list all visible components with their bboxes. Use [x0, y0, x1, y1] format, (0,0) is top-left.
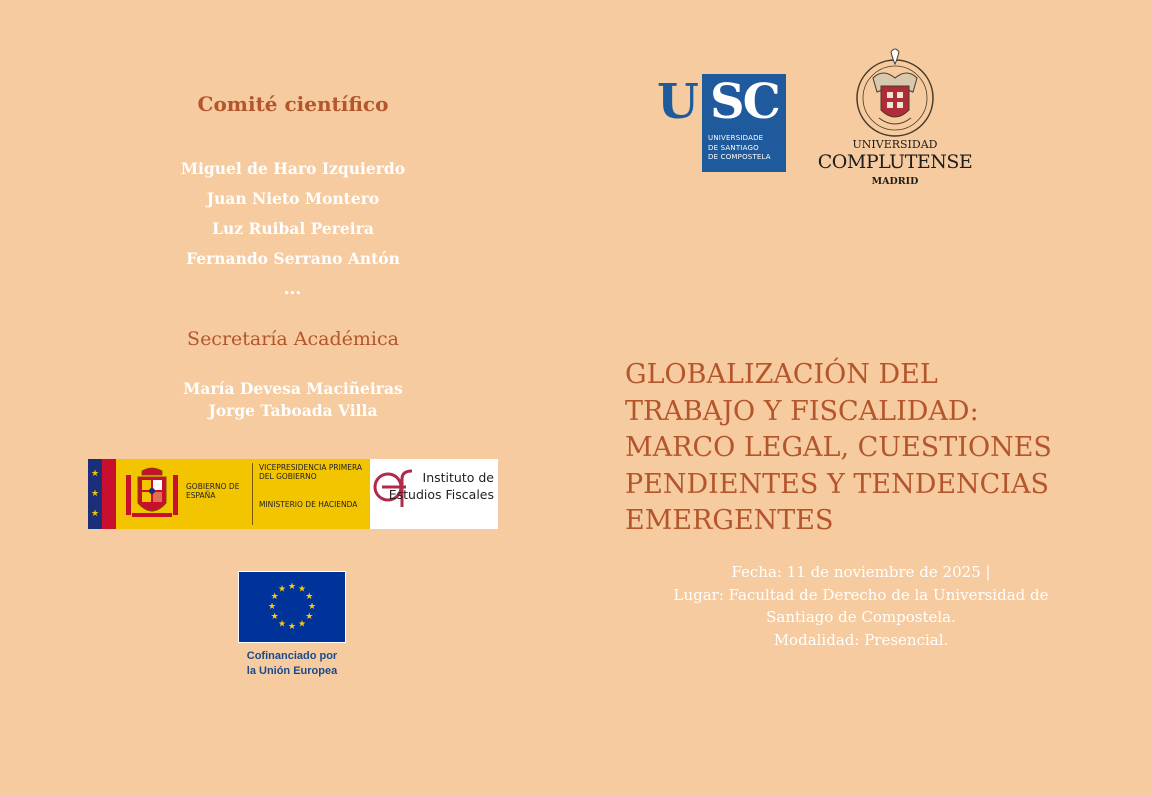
government-name: GOBIERNO DE ESPAÑA: [186, 482, 240, 500]
svg-text:★: ★: [270, 612, 279, 622]
usc-subtitle-line: DE COMPOSTELA: [708, 153, 771, 161]
event-details: [626, 561, 1096, 651]
svg-text:★: ★: [297, 619, 307, 630]
usc-u-block: [657, 74, 699, 172]
usc-logo: [657, 74, 787, 172]
sponsor-logos: [88, 459, 498, 529]
secretary-title: Secretaría Académica: [187, 328, 399, 350]
ministry-name: MINISTERIO DE HACIENDA: [259, 500, 358, 509]
committee-member: Miguel de Haro Izquierdo: [180, 159, 406, 178]
secretary-member: María Devesa Maciñeiras: [183, 379, 403, 398]
event-title-line: PENDIENTES Y TENDENCIAS: [625, 468, 1049, 500]
event-title-line: TRABAJO Y FISCALIDAD:: [625, 395, 979, 427]
secretary-member: Jorge Taboada Villa: [208, 401, 378, 420]
eu-caption-line: la Unión Europea: [246, 665, 338, 677]
secretary-list: [83, 378, 503, 422]
svg-text:★: ★: [305, 612, 314, 622]
usc-subtitle: [708, 134, 786, 163]
ucm-seal-icon: [853, 48, 937, 140]
committee-list: [83, 158, 503, 278]
eu-caption-line: Cofinanciado por: [246, 650, 338, 662]
event-modality: Modalidad: Presencial.: [773, 630, 949, 649]
svg-text:★: ★: [267, 602, 277, 612]
ief-name-line: Instituto de: [422, 470, 494, 485]
usc-box: [702, 74, 786, 172]
ucm-line-complutense: COMPLUTENSE: [817, 151, 973, 173]
eu-stars-strip: [88, 459, 102, 529]
svg-text:★: ★: [277, 584, 287, 595]
star-icon: ★: [91, 489, 100, 499]
event-title: [625, 357, 1105, 540]
svg-text:★: ★: [270, 592, 279, 602]
committee-member: Fernando Serrano Antón: [186, 249, 400, 268]
svg-text:★: ★: [287, 622, 297, 632]
event-location: Lugar: Facultad de Derecho de la Universidad de: [673, 585, 1049, 604]
divider: [252, 463, 253, 525]
usc-subtitle-line: UNIVERSIDADE: [708, 134, 764, 142]
event-date: Fecha: 11 de noviembre de 2025 |: [731, 563, 991, 581]
ucm-line-madrid: MADRID: [871, 176, 919, 187]
committee-title: Comité científico: [197, 92, 389, 116]
svg-text:★: ★: [277, 619, 287, 630]
committee-member: Luz Ruibal Pereira: [212, 219, 374, 238]
usc-letters: SC: [710, 74, 779, 130]
ief-name-line: Estudios Fiscales: [388, 487, 494, 502]
ief-name: [374, 469, 498, 503]
event-title-line: MARCO LEGAL, CUESTIONES: [625, 432, 1052, 463]
committee-member: Juan Nieto Montero: [206, 189, 380, 208]
event-title-line: GLOBALIZACIÓN DEL: [625, 359, 938, 390]
event-location-cont: Santiago de Compostela.: [766, 608, 956, 626]
star-icon: ★: [91, 509, 100, 519]
government-logo: [88, 459, 370, 529]
spain-flag-stripe: [102, 459, 116, 529]
svg-text:★: ★: [307, 602, 317, 612]
eu-flag-icon: [239, 572, 345, 642]
ucm-line-university: UNIVERSIDAD: [852, 138, 938, 151]
eu-caption: [200, 649, 384, 679]
event-title-line: EMERGENTES: [625, 505, 834, 536]
committee-ellipsis: …: [283, 278, 303, 299]
svg-text:★: ★: [287, 582, 297, 592]
svg-text:★: ★: [297, 584, 307, 595]
vicepresidency-name: VICEPRESIDENCIA PRIMERA DEL GOBIERNO: [259, 463, 363, 481]
star-icon: ★: [91, 469, 100, 479]
usc-subtitle-line: DE SANTIAGO: [708, 143, 759, 152]
svg-text:★: ★: [305, 592, 314, 602]
usc-u-letter: U: [657, 74, 699, 130]
coat-of-arms-icon: [124, 465, 180, 523]
ief-logo: [370, 459, 498, 529]
